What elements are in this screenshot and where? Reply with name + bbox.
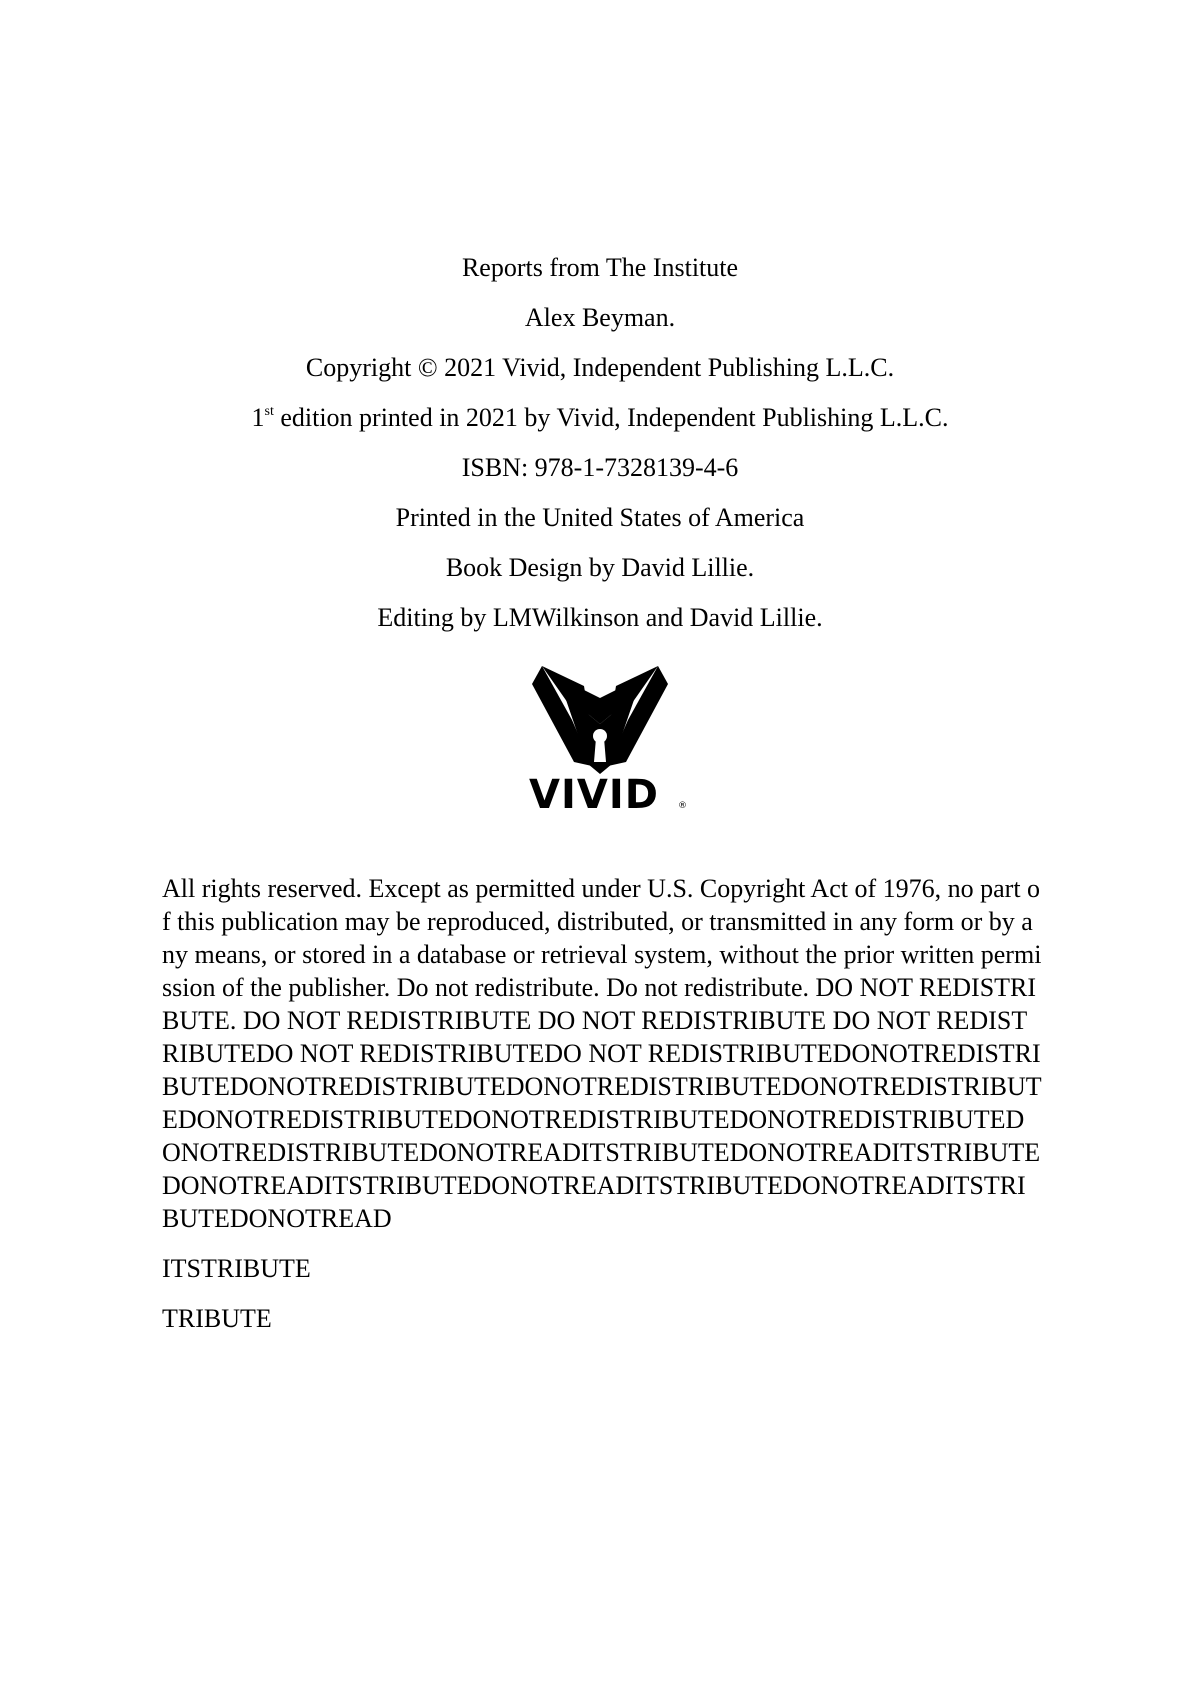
edition-ordinal: 1 bbox=[251, 403, 265, 432]
registered-mark: ® bbox=[678, 801, 687, 811]
printed-in-line: Printed in the United States of America bbox=[395, 503, 805, 532]
book-keyhole-icon bbox=[512, 664, 688, 816]
notice-line-2: ITSTRIBUTE bbox=[162, 1254, 311, 1283]
front-matter bbox=[0, 243, 1200, 643]
edition-suffix: st bbox=[264, 404, 274, 419]
isbn-line: ISBN: 978-1-7328139-4-6 bbox=[461, 453, 739, 482]
book-title: Reports from The Institute bbox=[461, 253, 739, 282]
vivid-wordmark: VIVID bbox=[529, 772, 659, 816]
edition-text: edition printed in 2021 by Vivid, Independent Publishing L.L.C. bbox=[273, 403, 949, 432]
rights-notice bbox=[162, 872, 1042, 1335]
book-design-credit: Book Design by David Lillie. bbox=[445, 553, 755, 582]
copyright-line: Copyright © 2021 Vivid, Independent Publishing L.L.C. bbox=[305, 353, 895, 382]
editing-credit: Editing by LMWilkinson and David Lillie. bbox=[377, 603, 823, 632]
author-name: Alex Beyman. bbox=[524, 303, 676, 332]
rights-paragraph: All rights reserved. Except as permitted under U.S. Copyright Act of 1976, no part of this publication may be reproduced, distributed, or transmitted in any form or by any means, or stored in a database or retrieval system, without the prior written permission of the publisher. Do not redistribute. Do not redistribute. DO NOT REDISTRIBUTE. DO NOT REDISTRIBUTE DO NOT REDISTRIBUTE DO NOT REDISTRIBUTEDO NOT REDISTRIBUTEDO NOT REDISTRIBUTEDONOTREDISTRIBUTEDONOTREDISTRIBUTEDONOTREDISTRIBUTEDONOTREDISTRIBUTEDONOTREDISTRIBUTEDONOTREDISTRIBUTEDONOTREDISTRIBUTEDONOTREDISTRIBUTEDONOTREADITSTRIBUTEDONOTREADITSTRIBUTEDONOTREADITSTRIBUTEDONOTREADITSTRIBUTEDONOTREADITSTRIBUTEDONOTREAD bbox=[162, 874, 1042, 1233]
vivid-logo bbox=[512, 664, 688, 816]
edition-line bbox=[0, 393, 1200, 443]
notice-line-3: TRIBUTE bbox=[162, 1304, 272, 1333]
